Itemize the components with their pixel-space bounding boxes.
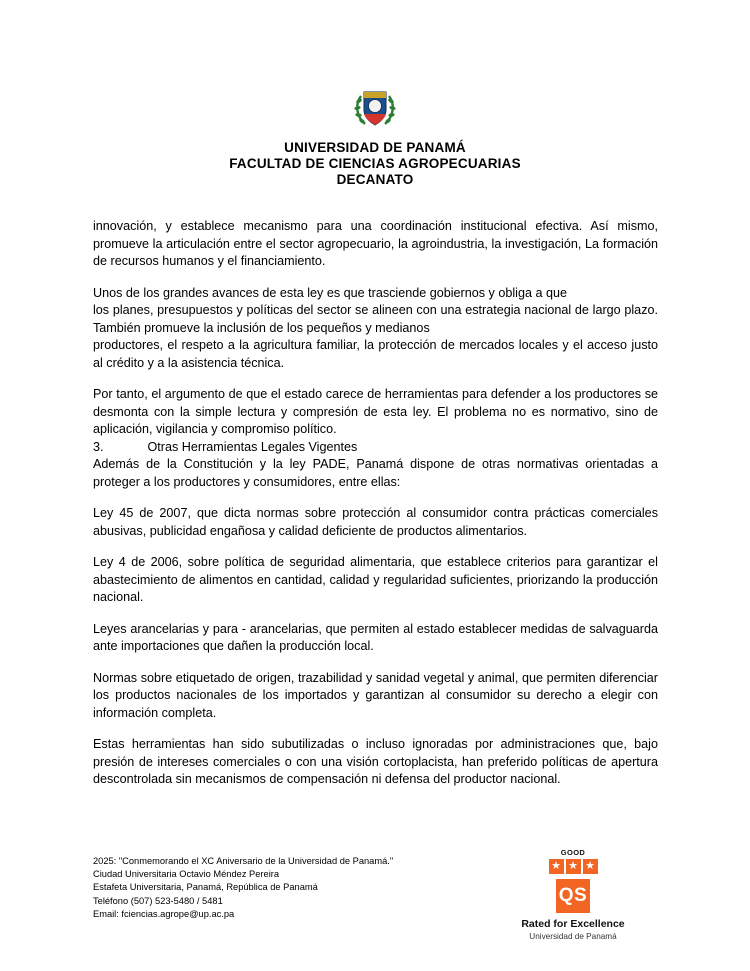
document-body <box>93 218 658 789</box>
law-paragraph-1: Ley 45 de 2007, que dicta normas sobre protección al consumidor contra prácticas comerciales abusivas, publicidad engañosa y calidad deficiente de productos alimentarios. <box>93 506 658 538</box>
footer-phone: Teléfono (507) 523-5480 / 5481 <box>93 895 223 906</box>
law-paragraph-2: Ley 4 de 2006, sobre política de seguridad alimentaria, que establece criterios para garantizar el abastecimiento de alimentos en cantidad, calidad y regularidad suficientes, priorizando la producción nacional. <box>93 555 658 604</box>
section-heading <box>93 439 658 457</box>
office-name: DECANATO <box>336 172 414 187</box>
paragraph-5: Por tanto, el argumento de que el estado carece de herramientas para defender a los productores se desmonta con la simple lectura y compresión de esta ley. El problema no es normativo, sino de aplicación, vigilancia y compromiso político. <box>93 387 658 436</box>
paragraph-4: productores, el respeto a la agricultura familiar, la protección de mercados locales y el acceso justo al crédito y a la asistencia técnica. <box>93 338 658 370</box>
document-footer <box>93 855 523 921</box>
footer-campus: Ciudad Universitaria Octavio Méndez Pereira <box>93 869 280 880</box>
section-title: Otras Herramientas Legales Vigentes <box>147 439 358 454</box>
footer-anniversary: 2025: "Conmemorando el XC Aniversario de la Universidad de Panamá." <box>93 856 394 866</box>
document-header <box>0 0 750 188</box>
closing-paragraph: Estas herramientas han sido subutilizadas o incluso ignoradas por administraciones que, bajo presión de intereses comerciales o con una visión cortoplacista, han preferido políticas de apertura descontrolada sin mecanismos de compensación ni defensa del productor nacional. <box>93 737 658 786</box>
star-icon: ★ <box>583 859 598 874</box>
law-paragraph-4: Normas sobre etiquetado de origen, trazabilidad y sanidad vegetal y animal, que permiten diferenciar los productos nacionales de los importados y garantizan al consumidor su derecho a elegir con información completa. <box>93 670 658 720</box>
university-crest-icon <box>353 84 397 130</box>
paragraph-3: los planes, presupuestos y políticas del sector se alineen con una estrategia nacional de largo plazo. También promueve la inclusión de los pequeños y medianos <box>93 303 658 335</box>
paragraph-2: Unos de los grandes avances de esta ley es que trasciende gobiernos y obliga a que <box>93 285 567 300</box>
qs-stars <box>498 859 648 874</box>
star-icon: ★ <box>566 859 581 874</box>
institution-titles <box>0 140 750 188</box>
qs-good-label: GOOD <box>560 848 586 857</box>
section-number: 3. <box>93 439 104 454</box>
paragraph-1: innovación, y establece mecanismo para una coordinación institucional efectiva. Así mismo, promueve la articulación entre el sector agropecuario, la agroindustria, la investigación, La formación de recursos humanos y el financiamiento. <box>93 219 658 268</box>
university-name: UNIVERSIDAD DE PANAMÁ <box>284 140 466 155</box>
footer-address: Estafeta Universitaria, Panamá, República de Panamá <box>93 882 318 893</box>
faculty-name: FACULTAD DE CIENCIAS AGROPECUARIAS <box>229 156 521 171</box>
qs-rated-label: Rated for Excellence <box>521 918 625 930</box>
qs-university-label: Universidad de Panamá <box>529 932 617 941</box>
footer-email: Email: fciencias.agrope@up.ac.pa <box>93 908 235 919</box>
qs-rating-badge <box>498 848 648 942</box>
law-paragraph-3: Leyes arancelarias y para - arancelarias, que permiten al estado establecer medidas de salvaguarda ante importaciones que dañen la producción local. <box>93 621 658 653</box>
qs-logo-icon: QS <box>556 879 590 913</box>
star-icon: ★ <box>549 859 564 874</box>
section-intro: Además de la Constitución y la ley PADE, Panamá dispone de otras normativas orientadas a proteger a los productores y consumidores, entre ellas: <box>93 457 658 489</box>
